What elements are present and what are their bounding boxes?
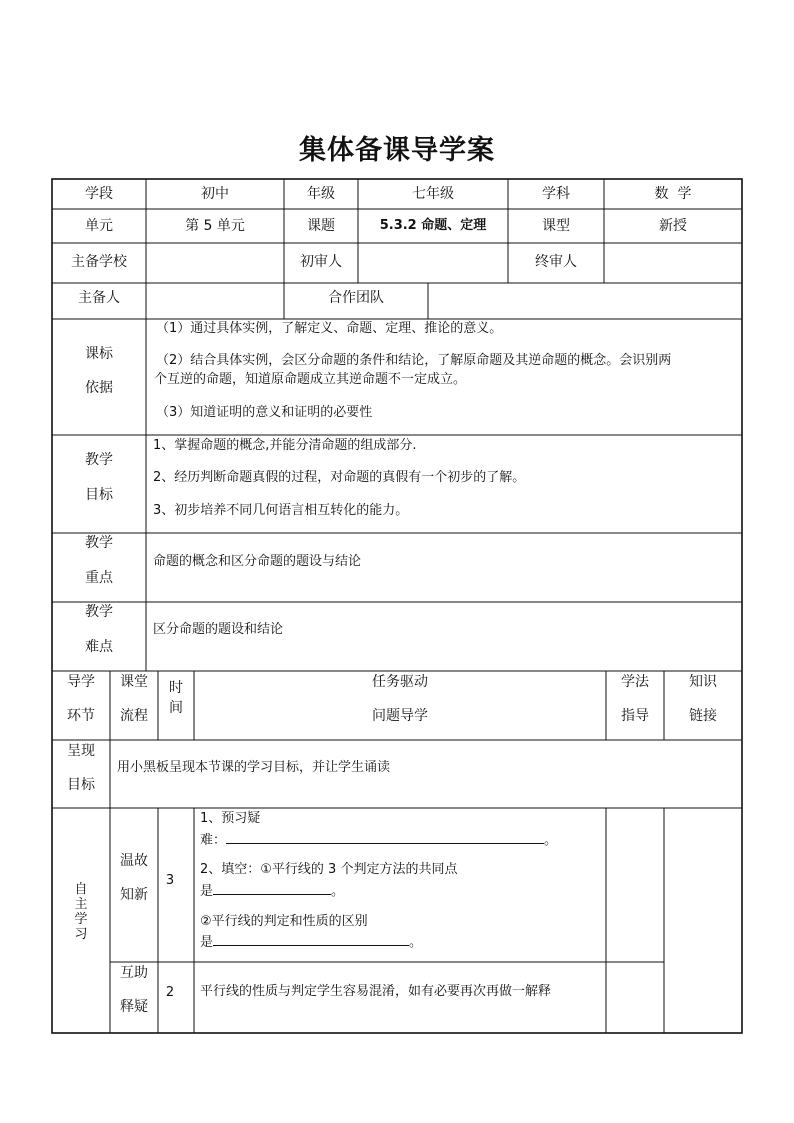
mubiao-line-1: 1、掌握命题的概念,并能分清命题的组成部分. [153, 438, 417, 453]
xueduan-value: 初中 [201, 186, 229, 202]
keti-label: 课题 [307, 218, 335, 234]
header-daoxue-2: 环节 [67, 708, 95, 724]
wengu-time: 3 [165, 873, 175, 888]
wengu-q1-prefix: 难： [200, 833, 227, 848]
wengu-q2-line1: 2、填空：①平行线的 3 个判定方法的共同点 [200, 862, 458, 877]
nandian-label-2: 难点 [85, 639, 113, 655]
nianji-value: 七年级 [412, 186, 454, 202]
wengu-q2-line2 [200, 880, 344, 901]
huzhu-label-1: 互助 [120, 965, 148, 981]
header-daoxue-1: 导学 [67, 674, 95, 690]
kebiao-line-3: 个互逆的命题，知道原命题成立其逆命题不一定成立。 [154, 372, 467, 387]
chengxian-text: 用小黑板呈现本节课的学习目标，并让学生诵读 [117, 760, 391, 775]
mubiao-line-3: 3、初步培养不同几何语言相互转化的能力。 [153, 503, 409, 518]
header-ketang-2: 流程 [120, 708, 148, 724]
wengu-q1-blank[interactable] [226, 829, 544, 844]
mubiao-label-2: 目标 [85, 487, 113, 503]
wengu-q2-blank[interactable] [213, 880, 331, 895]
team-label: 合作团队 [328, 290, 384, 306]
xueduan-label: 学段 [85, 186, 113, 202]
header-shijian-2: 间 [169, 700, 183, 716]
zizhu-label: 自主学习 [74, 882, 88, 942]
kebiao-label-2: 依据 [85, 380, 113, 396]
zhubei-school-label: 主备学校 [71, 254, 127, 270]
wengu-q2-prefix: 是 [200, 884, 214, 899]
kebiao-label-1: 课标 [85, 346, 113, 362]
zhubei-person-label: 主备人 [78, 290, 120, 306]
kexing-value: 新授 [659, 218, 687, 234]
chengxian-label-1: 呈现 [67, 743, 95, 759]
danyuan-label: 单元 [85, 218, 113, 234]
header-xuefa-2: 指导 [621, 708, 649, 724]
wengu-q3-line1: ②平行线的判定和性质的区别 [200, 914, 368, 929]
kexing-label: 课型 [542, 218, 570, 234]
kebiao-line-2: （2）结合具体实例，会区分命题的条件和结论，了解原命题及其逆命题的概念。会识别两 [156, 353, 672, 368]
wengu-q3-line2 [200, 931, 422, 952]
nandian-label-1: 教学 [85, 604, 113, 620]
wengu-q1-line2 [200, 829, 557, 850]
zhongdian-label-2: 重点 [85, 570, 113, 586]
nianji-label: 年级 [307, 186, 335, 202]
keti-value: 5.3.2 命题、定理 [379, 218, 487, 233]
header-ketang-1: 课堂 [120, 674, 148, 690]
header-renwu-2: 问题导学 [372, 708, 428, 724]
wengu-q1-line1: 1、预习疑 [200, 811, 261, 826]
huzhu-time: 2 [165, 985, 175, 1000]
header-xuefa-1: 学法 [621, 674, 649, 690]
header-shijian-1: 时 [169, 680, 183, 696]
kebiao-line-1: （1）通过具体实例，了解定义、命题、定理、推论的意义。 [156, 321, 503, 336]
mubiao-label-1: 教学 [85, 452, 113, 468]
header-renwu-1: 任务驱动 [372, 674, 428, 690]
wengu-q2-end: 。 [331, 884, 345, 899]
chushen-label: 初审人 [300, 254, 342, 270]
xueke-value: 数 学 [654, 186, 692, 202]
chengxian-label-2: 目标 [67, 777, 95, 793]
kebiao-line-4: （3）知道证明的意义和证明的必要性 [156, 405, 373, 420]
wengu-label-1: 温故 [120, 853, 148, 869]
wengu-q3-end: 。 [409, 935, 423, 950]
nandian-text: 区分命题的题设和结论 [153, 622, 284, 637]
header-zhishi-2: 链接 [689, 708, 717, 724]
zhongdian-text: 命题的概念和区分命题的题设与结论 [153, 554, 362, 569]
page-title: 集体备课导学案 [299, 135, 495, 166]
mubiao-line-2: 2、经历判断命题真假的过程，对命题的真假有一个初步的了解。 [153, 470, 526, 485]
wengu-q1-end: 。 [544, 833, 558, 848]
danyuan-value: 第 5 单元 [185, 218, 245, 234]
wengu-q3-blank[interactable] [213, 931, 409, 946]
header-zhishi-1: 知识 [689, 674, 717, 690]
huzhu-label-2: 释疑 [120, 999, 148, 1015]
xueke-label: 学科 [542, 186, 570, 202]
wengu-q3-prefix: 是 [200, 935, 214, 950]
huzhu-text: 平行线的性质与判定学生容易混淆，如有必要再次再做一解释 [200, 984, 552, 999]
zhongdian-label-1: 教学 [85, 535, 113, 551]
zhongshen-label: 终审人 [535, 254, 577, 270]
wengu-label-2: 知新 [120, 887, 148, 903]
